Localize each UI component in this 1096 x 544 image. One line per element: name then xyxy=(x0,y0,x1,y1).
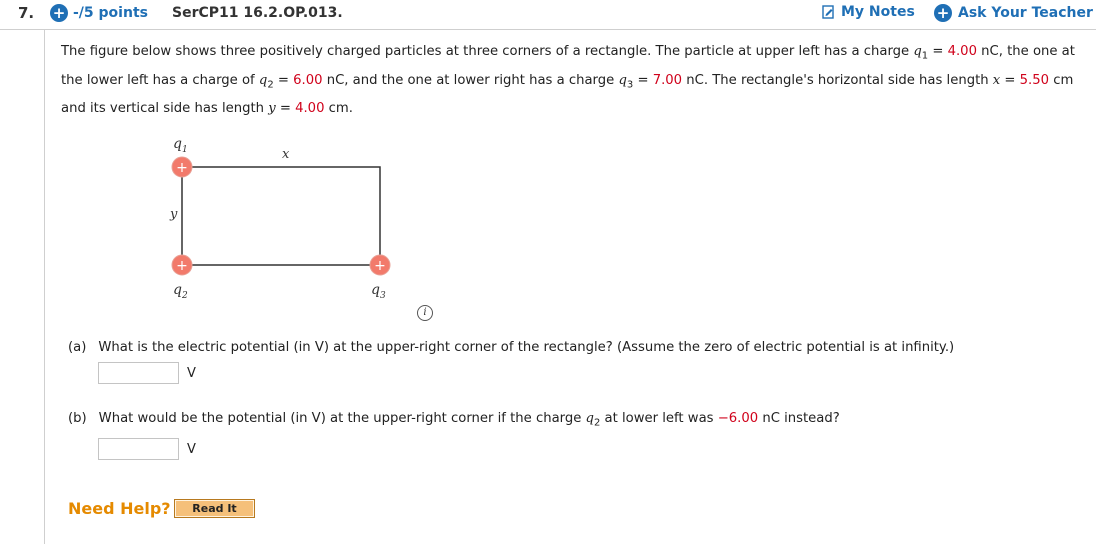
question-number: 7. xyxy=(18,4,35,22)
q1-value: 4.00 xyxy=(947,44,977,59)
part-b-q2-value: −6.00 xyxy=(717,411,759,426)
part-b-answer-row xyxy=(98,438,196,460)
label-x: x xyxy=(282,147,290,162)
label-q3: $q_3$ xyxy=(371,282,386,301)
ask-teacher-label[interactable]: Ask Your Teacher xyxy=(958,5,1093,21)
part-b-question xyxy=(68,411,840,429)
part-b-unit: V xyxy=(187,441,196,457)
label-q2: $q_2$ xyxy=(173,282,188,301)
charge-q3-sign: + xyxy=(374,258,386,274)
points-label[interactable]: -/5 points xyxy=(73,5,148,21)
part-a-answer-row xyxy=(98,362,196,384)
my-notes-label[interactable]: My Notes xyxy=(841,4,915,20)
part-a-unit: V xyxy=(187,365,196,381)
x-value: 5.50 xyxy=(1019,72,1050,88)
part-b-text: What would be the potential (in V) at the upper-right corner if the charge $q_2$ at lower left was −6.00 nC instead? xyxy=(98,411,840,429)
charge-q1-sign: + xyxy=(176,160,188,176)
left-divider xyxy=(44,30,45,544)
ask-teacher-link[interactable] xyxy=(934,4,1093,22)
read-it-button[interactable]: Read It xyxy=(174,499,255,518)
part-a-question xyxy=(68,340,954,355)
expand-plus-icon[interactable]: + xyxy=(50,4,68,22)
need-help-label: Need Help? xyxy=(68,499,171,518)
rectangle-figure xyxy=(160,130,420,330)
problem-statement: The figure below shows three positively charged particles at three corners of a rectangle. The particle at upper left has a charge $q_1 = 4.00$ nC, the one at the lower left has a charge of $q_2 = 6.00$ nC, and the one at lower right has a charge $q_3 = 7.00$ nC. The rectangle's horizontal side has length x = 5.50 cm and its vertical side has length y = 4.00 cm. xyxy=(61,44,1075,117)
charge-q2-sign: + xyxy=(176,258,188,274)
label-q1: $q_1$ xyxy=(173,136,188,155)
info-icon[interactable]: i xyxy=(417,305,433,321)
my-notes-link[interactable] xyxy=(822,4,915,20)
header-divider xyxy=(0,29,1096,30)
figure-svg xyxy=(160,130,420,330)
rectangle xyxy=(182,167,380,265)
q3-value: 7.00 xyxy=(652,72,683,88)
part-a-label: (a) xyxy=(68,340,87,355)
part-a-answer-input[interactable] xyxy=(98,362,179,384)
label-y: y xyxy=(170,207,178,222)
ask-plus-icon[interactable]: + xyxy=(934,4,952,22)
part-a-text: What is the electric potential (in V) at the upper-right corner of the rectangle? (Assume the zero of electric potential is at infinity.) xyxy=(98,340,955,355)
q2-value: 6.00 xyxy=(293,72,323,88)
part-b-answer-input[interactable] xyxy=(98,438,179,460)
y-value: 4.00 xyxy=(295,101,325,117)
notepad-icon[interactable] xyxy=(822,5,835,19)
part-b-label: (b) xyxy=(68,411,87,426)
points-toggle[interactable] xyxy=(50,4,148,22)
question-code: SerCP11 16.2.OP.013. xyxy=(172,5,343,21)
question-header xyxy=(0,0,1096,30)
